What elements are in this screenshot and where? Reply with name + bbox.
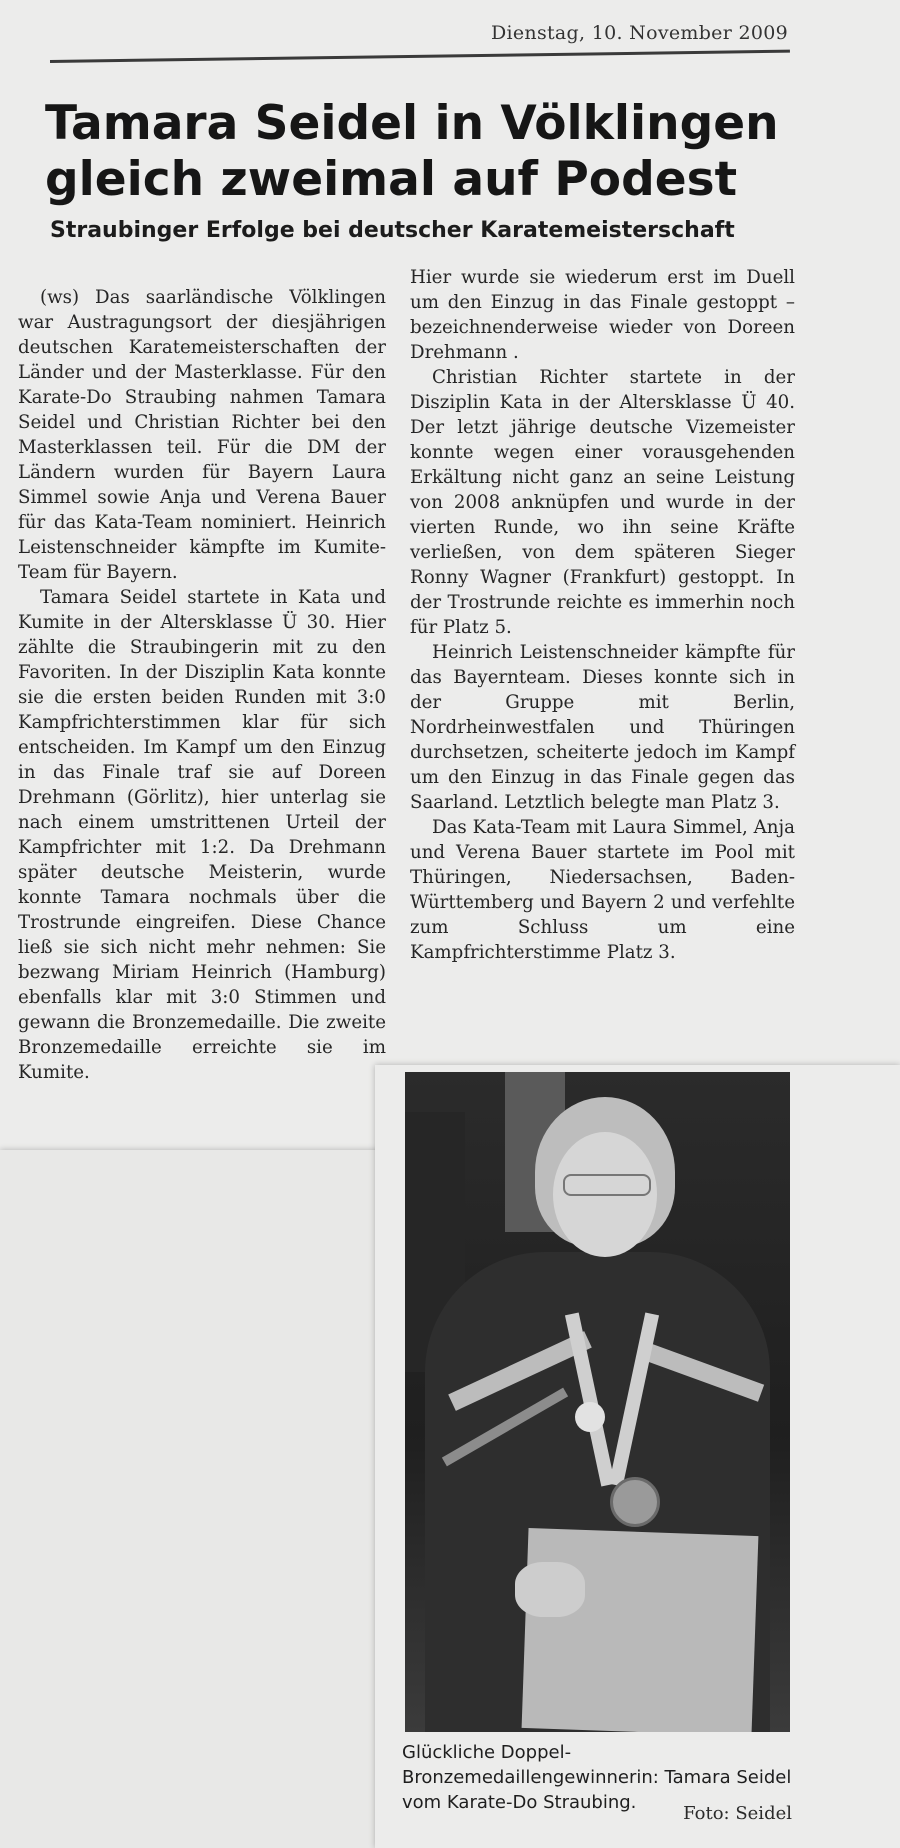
paragraph: Das Kata-Team mit Laura Simmel, Anja und Verena Bauer startete im Pool mit Thüringen, Niedersachsen, Baden-Württemberg und Bayern 2 und verfehlte zum Schluss um eine Kampfrichterstimme Platz 3. — [410, 817, 795, 963]
issue-date: Dienstag, 10. November 2009 — [490, 22, 788, 44]
article-column-right — [410, 265, 795, 965]
paragraph: Hier wurde sie wiederum erst im Duell um den Einzug in das Finale gestoppt – bezeichnenderweise wieder von Doreen Drehmann . — [410, 267, 795, 363]
glasses — [563, 1174, 651, 1196]
header-rule — [50, 50, 790, 63]
article-column-left — [18, 285, 386, 1085]
paragraph: Christian Richter startete in der Disziplin Kata in der Altersklasse Ü 40. Der letzt jährige deutsche Vizemeister konnte wegen einer vorausgehenden Erkältung nicht ganz an seine Leistung von 2008 anknüpfen und wurde in der vierten Runde, wo ihn seine Kräfte verließen, von dem späteren Sieger Ronny Wagner (Frankfurt) gestoppt. In der Trostrunde reichte es immerhin noch für Platz 5. — [410, 367, 795, 638]
photo-credit: Foto: Seidel — [683, 1803, 792, 1824]
paragraph: Tamara Seidel startete in Kata und Kumite in der Altersklasse Ü 30. Hier zählte die Straubingerin mit zu den Favoriten. In der Disziplin Kata konnte sie die ersten beiden Runden mit 3:0 Kampfrichterstimmen klar für sich entscheiden. Im Kampf um den Einzug in das Finale traf sie auf Doreen Drehmann (Görlitz), hier unterlag sie nach einem umstrittenen Urteil der Kampfrichter mit 1:2. Da Drehmann später deutsche Meisterin, wurde konnte Tamara nochmals über die Trostrunde eingreifen. Diese Chance ließ sie sich nicht mehr nehmen: Sie bezwang Miriam Heinrich (Hamburg) ebenfalls klar mit 3:0 Stimmen und gewann die Bronzemedaille. Die zweite Bronzemedaille erreichte sie im Kumite. — [18, 587, 386, 1083]
athlete-photo — [405, 1072, 790, 1732]
certificate — [522, 1528, 759, 1732]
headline — [45, 96, 805, 208]
subheadline: Straubinger Erfolge bei deutscher Karatemeisterschaft — [50, 218, 735, 243]
photo-caption: Glückliche Doppel-Bronzemedaillengewinnerin: Tamara Seidel vom Karate-Do Straubing. — [402, 1742, 792, 1813]
hand — [515, 1562, 585, 1617]
bronze-medal — [610, 1477, 660, 1527]
flower — [575, 1402, 605, 1432]
headline-line-2: gleich zweimal auf Podest — [45, 152, 738, 207]
paragraph: Heinrich Leistenschneider kämpfte für das Bayernteam. Dieses konnte sich in der Gruppe mit Berlin, Nordrheinwestfalen und Thüringen durchsetzen, scheiterte jedoch im Kampf um den Einzug in das Finale gegen das Saarland. Letztlich belegte man Platz 3. — [410, 642, 795, 813]
paragraph: (ws) Das saarländische Völklingen war Austragungsort der diesjährigen deutschen Karatemeisterschaften der Länder und der Masterklasse. Für den Karate-Do Straubing nahmen Tamara Seidel und Christian Richter bei den Masterklassen teil. Für die DM der Ländern wurden für Bayern Laura Simmel sowie Anja und Verena Bauer für das Kata-Team nominiert. Heinrich Leistenschneider kämpfte im Kumite-Team für Bayern. — [18, 287, 386, 583]
blank-paper-area — [0, 1150, 380, 1848]
headline-line-1: Tamara Seidel in Völklingen — [45, 96, 779, 151]
